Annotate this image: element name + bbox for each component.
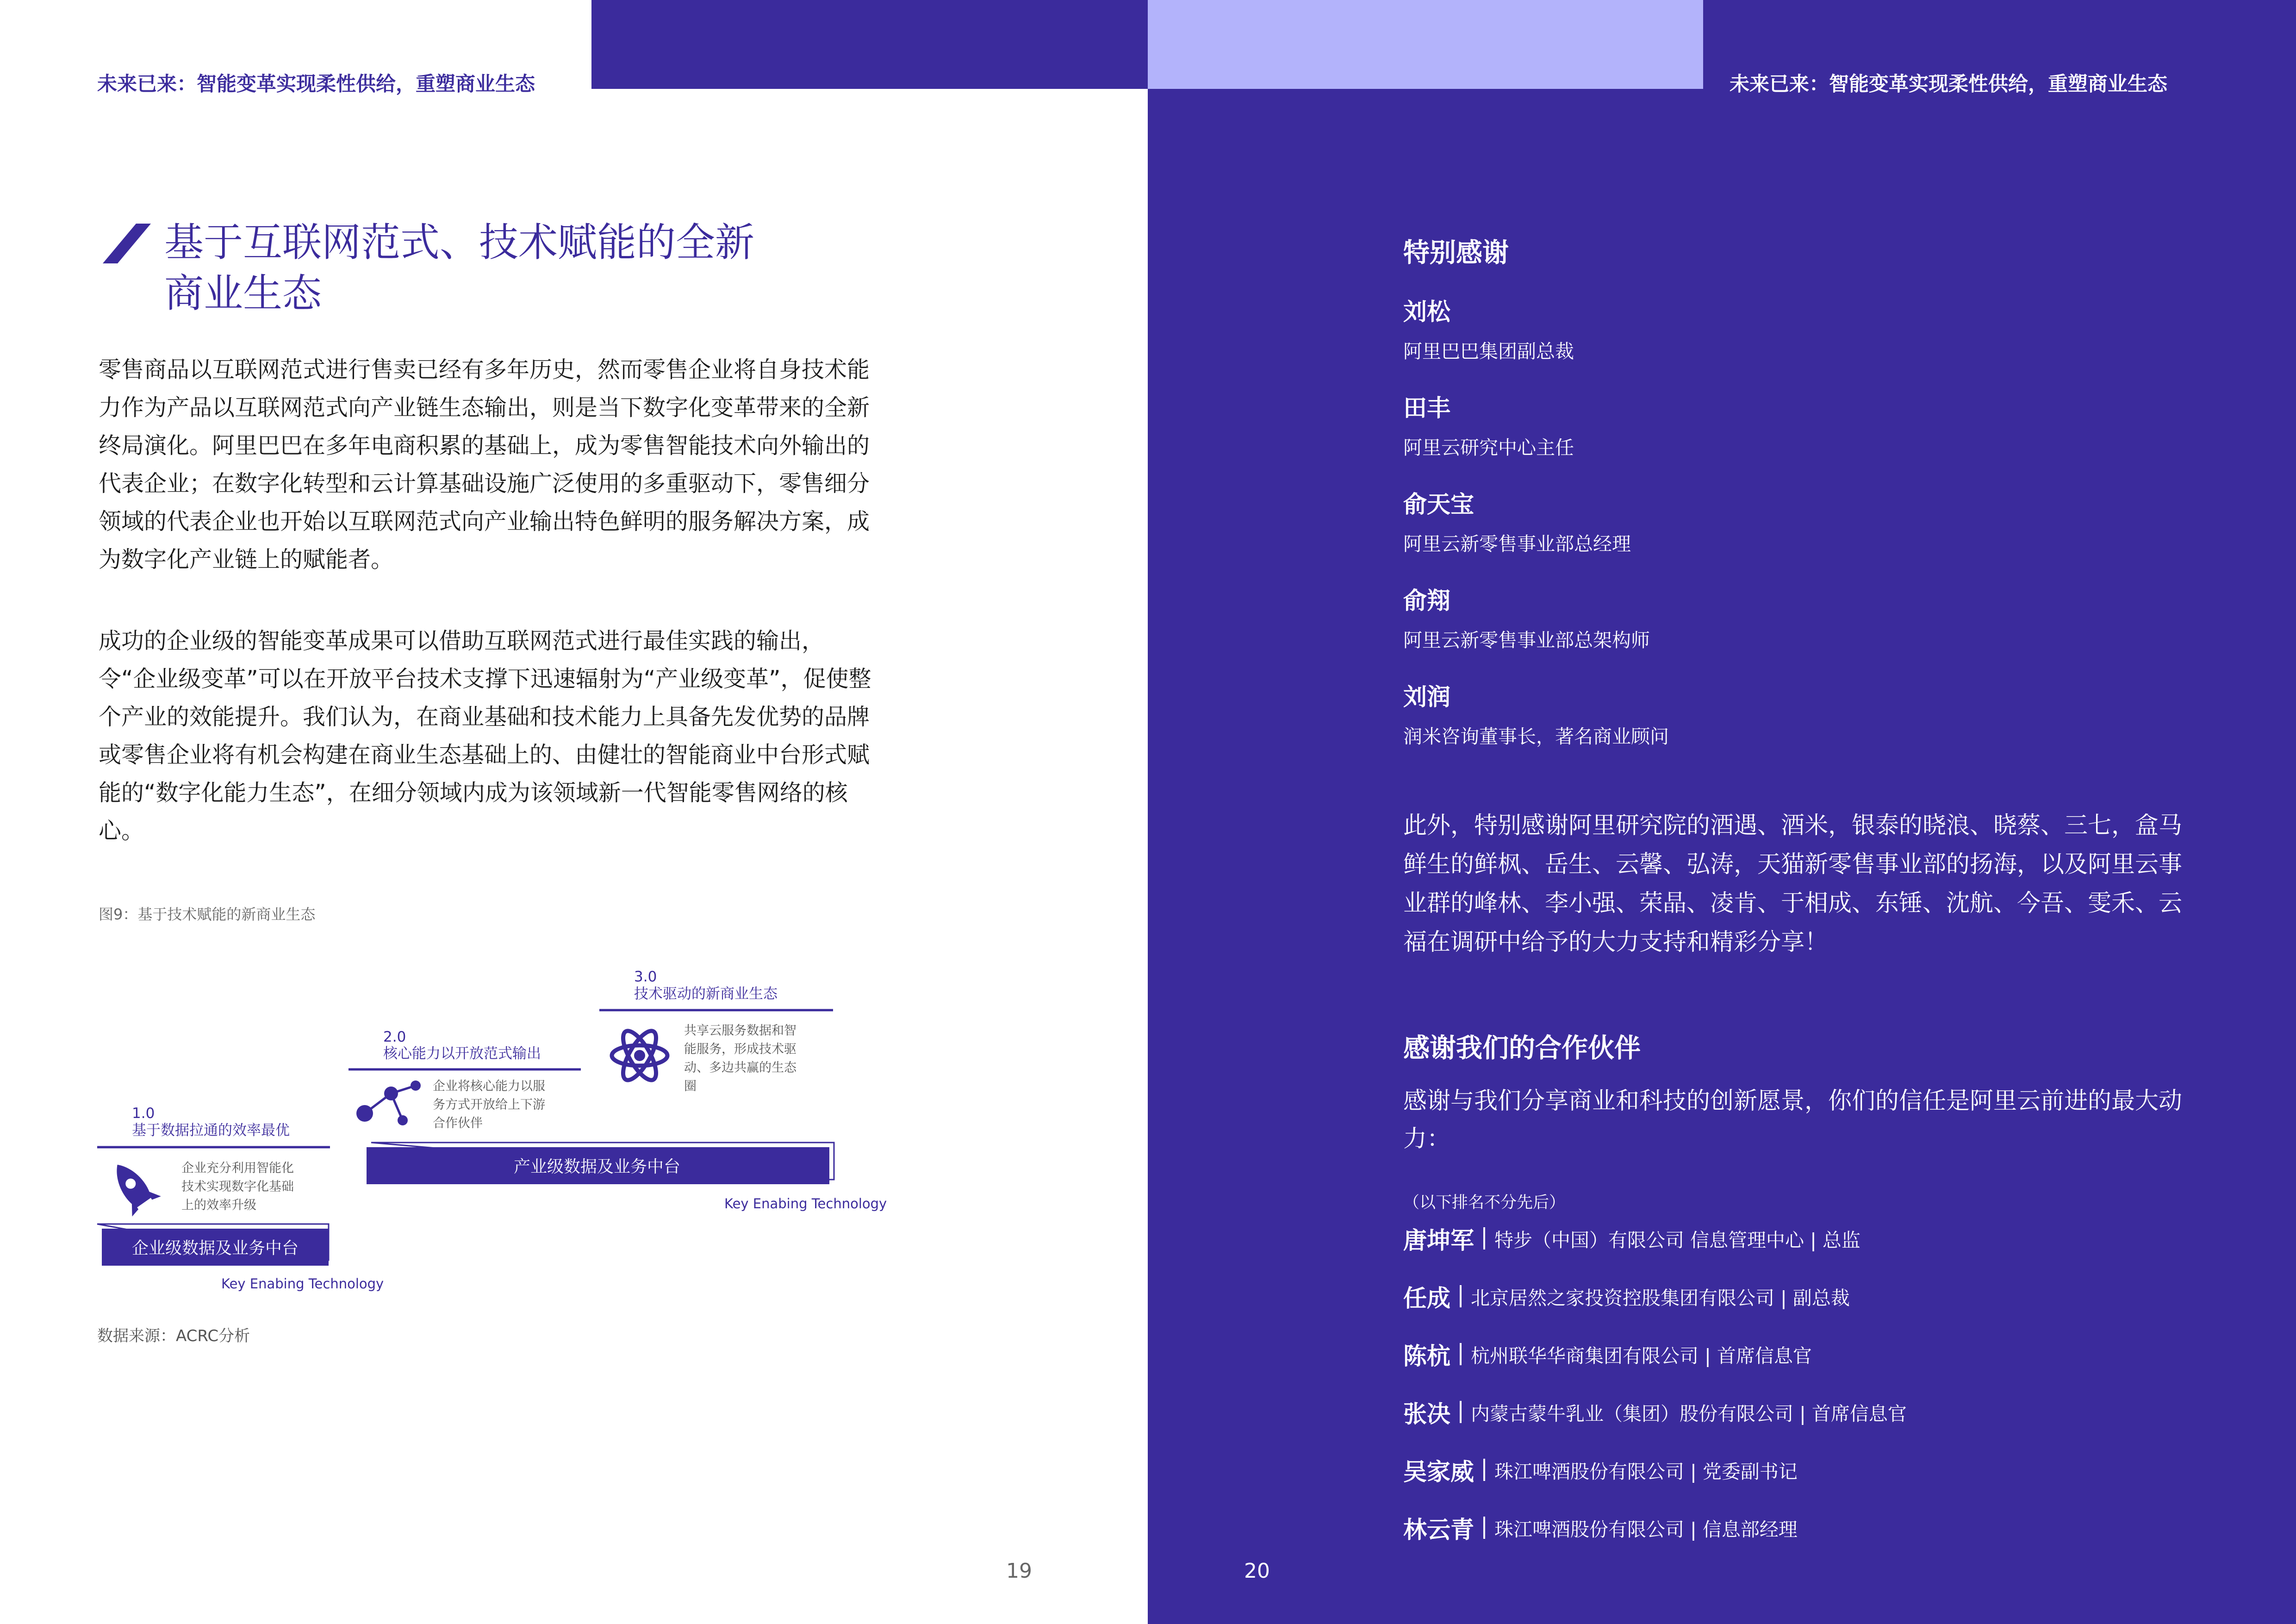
thanks-name-5: 刘润: [1403, 684, 1451, 711]
thanks-title-2: 阿里云研究中心主任: [1403, 437, 1574, 459]
section-slash-icon: [103, 224, 151, 263]
running-header-right: 未来已来：智能变革实现柔性供给，重塑商业生态: [1730, 73, 2167, 96]
partner-name: 陈杭: [1403, 1343, 1451, 1370]
section-title-line2: 商业生态: [164, 271, 322, 317]
partner-info: 内蒙古蒙牛乳业（集团）股份有限公司 | 首席信息官: [1471, 1402, 1907, 1425]
thanks-name-2: 田丰: [1403, 395, 1451, 422]
ket-label-industry: Key Enabing Technology: [724, 1196, 887, 1212]
page-number-left: 19: [1006, 1559, 1032, 1583]
partner-separator: [1460, 1343, 1462, 1365]
partner-info: 特步（中国）有限公司 信息管理中心 | 总监: [1494, 1229, 1860, 1251]
partner-row-4: [1403, 1396, 1907, 1428]
partner-row-6: [1403, 1512, 1798, 1544]
partner-info: 珠江啤酒股份有限公司 | 信息部经理: [1494, 1518, 1798, 1541]
stage3-desc-line3: 动、多边共赢的生态: [684, 1061, 796, 1075]
rocket-icon: [103, 1155, 161, 1217]
partner-name: 唐坤军: [1403, 1227, 1475, 1255]
enterprise-platform-label: 企业级数据及业务中台: [131, 1239, 299, 1258]
special-thanks-title: 特别感谢: [1403, 237, 1509, 268]
section-title: [164, 218, 812, 319]
stage2-number: 2.0: [383, 1029, 406, 1045]
stage3-desc-line4: 圈: [684, 1079, 697, 1093]
stage2-desc-line3: 合作伙伴: [433, 1116, 483, 1131]
partner-info: 珠江啤酒股份有限公司 | 党委副书记: [1494, 1460, 1798, 1483]
industry-platform-label: 产业级数据及业务中台: [513, 1157, 681, 1176]
stage2-title: 核心能力以开放范式输出: [383, 1045, 541, 1062]
thanks-name-1: 刘松: [1403, 299, 1451, 326]
partner-info: 北京居然之家投资控股集团有限公司 | 副总裁: [1471, 1287, 1850, 1309]
partners-intro: 感谢与我们分享商业和科技的创新愿景，你们的信任是阿里云前进的最大动力：: [1403, 1087, 2183, 1153]
stage1-number: 1.0: [132, 1105, 155, 1122]
partner-separator: [1460, 1401, 1462, 1423]
figure-caption: 图9：基于技术赋能的新商业生态: [99, 906, 316, 923]
partner-name: 林云青: [1403, 1517, 1475, 1544]
stage1-desc-line1: 企业充分利用智能化: [181, 1161, 294, 1175]
header-band-dark: [591, 0, 1148, 89]
partner-row-2: [1403, 1280, 1850, 1312]
thanks-title-5: 润米咨询董事长，著名商业顾问: [1403, 725, 1669, 748]
stage3-desc-line1: 共享云服务数据和智: [684, 1024, 796, 1038]
partner-name: 任成: [1403, 1285, 1451, 1312]
partner-separator: [1483, 1459, 1485, 1481]
data-source: 数据来源：ACRC分析: [97, 1327, 250, 1345]
stage2-desc-line2: 务方式开放给上下游: [433, 1098, 545, 1112]
partner-row-5: [1403, 1454, 1798, 1486]
ket-label-enterprise: Key Enabing Technology: [221, 1276, 384, 1292]
stage3-desc-line2: 能服务，形成技术驱: [684, 1042, 796, 1056]
stage3-title: 技术驱动的新商业生态: [634, 986, 778, 1002]
thanks-title-4: 阿里云新零售事业部总架构师: [1403, 629, 1650, 651]
stage3-number: 3.0: [634, 968, 657, 985]
partner-name: 吴家威: [1403, 1459, 1475, 1486]
ecosystem-diagram: [83, 958, 898, 1310]
body-paragraph-1: 零售商品以互联网范式进行售卖已经有多年历史，然而零售企业将自身技术能力作为产品以互联网范式向产业链生态输出，则是当下数字化变革带来的全新终局演化。阿里巴巴在多年电商积累的基础上，成为零售智能技术向外输出的代表企业；在数字化转型和云计算基础设施广泛使用的多重驱动下，零售细分领域的代表企业也开始以互联网范式向产业输出特色鲜明的服务解决方案，成为数字化产业链上的赋能者。: [99, 356, 870, 573]
page-number-right: 20: [1244, 1559, 1270, 1583]
order-note: （以下排名不分先后）: [1403, 1193, 1566, 1212]
atom-icon: [612, 1026, 667, 1085]
running-header-left: 未来已来：智能变革实现柔性供给，重塑商业生态: [97, 73, 535, 96]
partners-title: 感谢我们的合作伙伴: [1403, 1033, 1641, 1063]
enterprise-platform-box: [97, 1224, 329, 1266]
stage1-desc-line2: 技术实现数字化基础: [181, 1180, 294, 1194]
thanks-name-3: 俞天宝: [1403, 491, 1475, 518]
partner-row-1: [1403, 1222, 1860, 1255]
partner-name: 张决: [1403, 1401, 1451, 1428]
stage1-title: 基于数据拉通的效率最优: [132, 1122, 290, 1139]
partner-row-3: [1403, 1338, 1812, 1370]
body-paragraph-2: 成功的企业级的智能变革成果可以借助互联网范式进行最佳实践的输出， 令“企业级变革”可以在开放平台技术支撑下迅速辐射为“产业级变革”，促使整个产业的效能提升。我们认为，在商业基础和技术能力上具备先发优势的品牌或零售企业将有机会构建在商业生态基础上的、由健壮的智能商业中台形式赋能的“数字化能力生态”，在细分领域内成为该领域新一代智能零售网络的核心。: [99, 628, 871, 844]
partner-separator: [1483, 1517, 1485, 1539]
partner-separator: [1460, 1285, 1462, 1307]
thanks-title-1: 阿里巴巴集团副总裁: [1403, 340, 1574, 362]
partner-info: 杭州联华华商集团有限公司 | 首席信息官: [1471, 1344, 1812, 1367]
thanks-title-3: 阿里云新零售事业部总经理: [1403, 533, 1631, 555]
stage1-desc-line3: 上的效率升级: [181, 1198, 256, 1212]
section-title-line1: 基于互联网范式、技术赋能的全新: [164, 220, 755, 266]
header-band-light: [1148, 0, 1703, 89]
stage2-desc-line1: 企业将核心能力以服: [433, 1079, 545, 1093]
partner-separator: [1483, 1227, 1485, 1249]
thanks-name-4: 俞翔: [1403, 587, 1451, 615]
thanks-extra-paragraph: 此外，特别感谢阿里研究院的酒遇、酒米，银泰的晓浪、晓蔡、三七，盒马鲜生的鲜枫、岳生、云馨、弘涛，天猫新零售事业部的扬海，以及阿里云事业群的峰林、李小强、荣晶、凌肯、于相成、东锤、沈航、今吾、雯禾、云福在调研中给予的大力支持和精彩分享！: [1403, 812, 2183, 956]
industry-platform-box: [367, 1143, 834, 1184]
network-icon: [356, 1081, 421, 1125]
